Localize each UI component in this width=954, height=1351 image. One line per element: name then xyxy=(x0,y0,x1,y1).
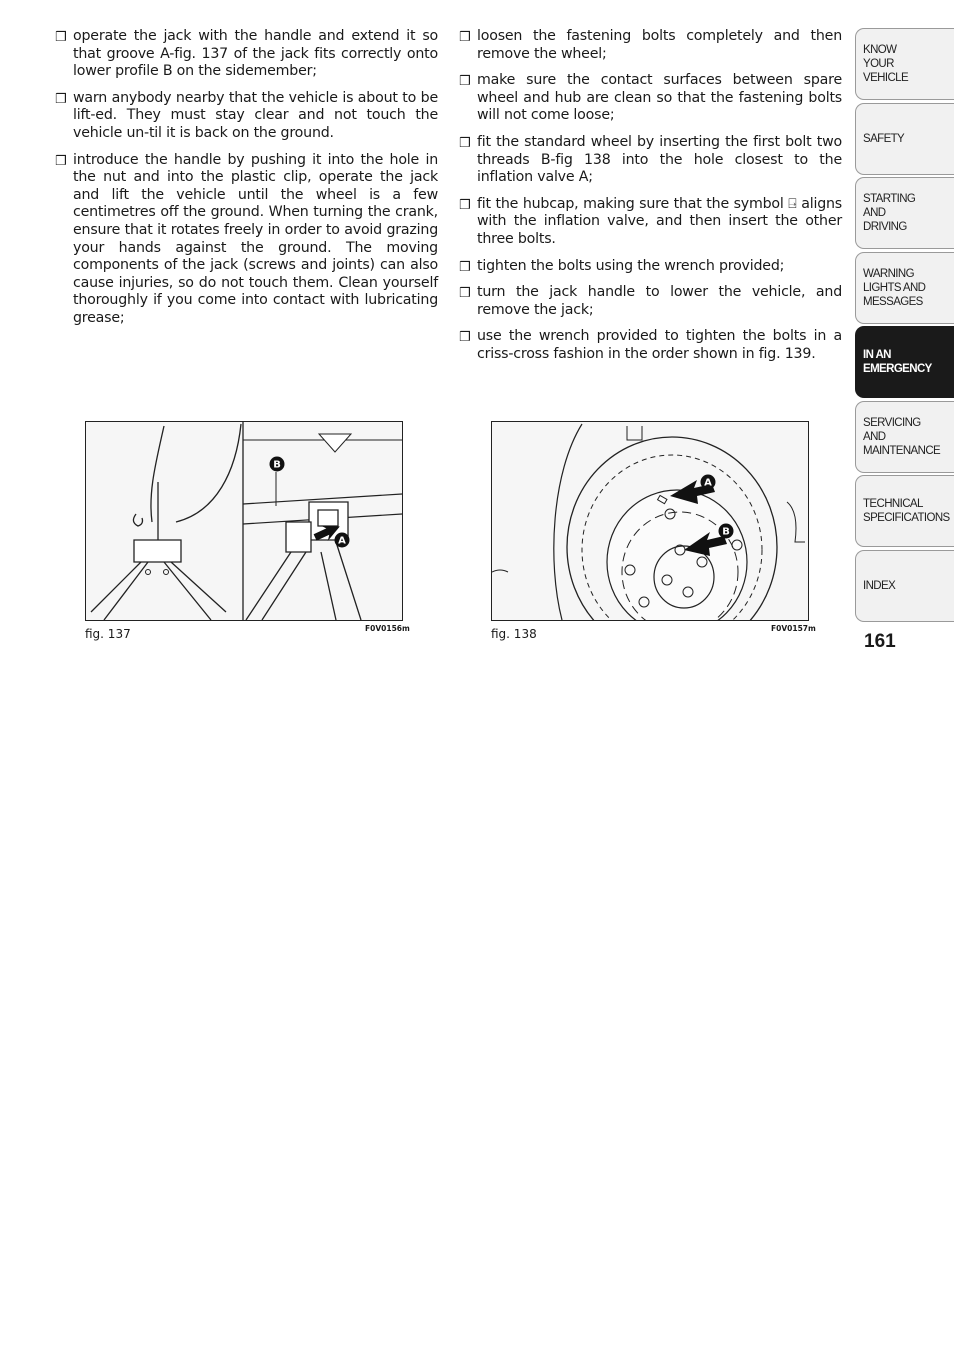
instruction-text: operate the jack with the handle and extend it so that groove A-fig. 137 of the jack fits correctly onto lower profile B on the sidemember; xyxy=(73,28,438,80)
right-text-column xyxy=(459,28,842,373)
jack-drawing xyxy=(86,422,402,620)
tab-in-an-emergency[interactable]: IN AN EMERGENCY xyxy=(855,326,954,398)
bullet-icon: ❒ xyxy=(459,197,471,213)
instruction-item xyxy=(55,90,438,143)
tab-starting-and-driving[interactable]: STARTING AND DRIVING xyxy=(855,177,954,249)
bullet-icon: ❒ xyxy=(459,135,471,151)
instruction-text: tighten the bolts using the wrench provided; xyxy=(477,257,785,274)
label-b: B xyxy=(273,459,281,471)
instruction-text: fit the hubcap, making sure that the symbol ⍈ aligns with the inflation valve, and then insert the other three bolts. xyxy=(477,195,842,247)
figure-138-wheel-illustration xyxy=(491,421,809,621)
bullet-icon: ❒ xyxy=(459,74,471,90)
figure-137-jack-illustration xyxy=(85,421,403,621)
bullet-icon: ❒ xyxy=(55,30,67,45)
tab-index[interactable]: INDEX xyxy=(855,550,954,622)
bullet-icon: ❒ xyxy=(459,30,471,45)
wheel-drawing xyxy=(492,422,808,620)
left-text-column xyxy=(55,28,438,337)
tab-servicing-and-maintenance[interactable]: SERVICING AND MAINTENANCE xyxy=(855,401,954,473)
instruction-item xyxy=(459,258,842,276)
tab-warning-lights-and-messages[interactable]: WARNING LIGHTS AND MESSAGES xyxy=(855,252,954,324)
tab-technical-specifications[interactable]: TECHNICAL SPECIFICATIONS xyxy=(855,475,954,547)
figure-code: F0V0156m xyxy=(365,624,410,633)
instruction-text: make sure the contact surfaces between spare wheel and hub are clean so that the fastening bolts will not come loose; xyxy=(477,72,842,124)
bullet-icon: ❒ xyxy=(55,91,67,107)
instruction-text: loosen the fastening bolts completely and then remove the wheel; xyxy=(477,28,842,62)
instruction-item xyxy=(459,196,842,249)
bullet-icon: ❒ xyxy=(459,330,471,346)
instruction-item xyxy=(459,72,842,125)
instruction-item xyxy=(459,134,842,187)
bullet-icon: ❒ xyxy=(55,153,67,169)
instruction-item xyxy=(55,152,438,328)
instruction-item xyxy=(55,28,438,81)
instruction-text: use the wrench provided to tighten the bolts in a criss-cross fashion in the order shown in fig. 139. xyxy=(477,328,842,362)
instruction-text: fit the standard wheel by inserting the first bolt two threads B-fig 138 into the hole closest to the inflation valve A; xyxy=(477,133,842,186)
tab-know-your-vehicle[interactable]: KNOW YOUR VEHICLE xyxy=(855,28,954,100)
bullet-icon: ❒ xyxy=(459,286,471,302)
bullet-icon: ❒ xyxy=(459,259,471,275)
instruction-item xyxy=(459,28,842,63)
label-a: A xyxy=(704,477,712,489)
instruction-text: turn the jack handle to lower the vehicle, and remove the jack; xyxy=(477,284,842,318)
figure-code: F0V0157m xyxy=(771,624,816,633)
figure-caption: fig. 137 xyxy=(85,627,131,641)
label-a: A xyxy=(338,535,346,547)
tab-safety[interactable]: SAFETY xyxy=(855,103,954,175)
figure-caption: fig. 138 xyxy=(491,627,537,641)
instruction-item xyxy=(459,284,842,319)
instruction-text: warn anybody nearby that the vehicle is about to be lift-ed. They must stay clear and not touch the vehicle un-til it is back on the ground. xyxy=(73,89,438,141)
page-number: 161 xyxy=(864,631,896,652)
instruction-item xyxy=(459,328,842,363)
instruction-text: introduce the handle by pushing it into the hole in the nut and into the plastic clip, operate the jack and lift the vehicle until the wheel is a few centimetres off the ground. When turning the crank, ensure that it rotates freely in order to avoid grazing your hands against the ground. The moving components of the jack (screws and joints) can also cause injuries, so do not touch them. Clean yourself thoroughly if you come into contact with lubricating grease; xyxy=(73,151,438,326)
label-b: B xyxy=(722,526,730,538)
